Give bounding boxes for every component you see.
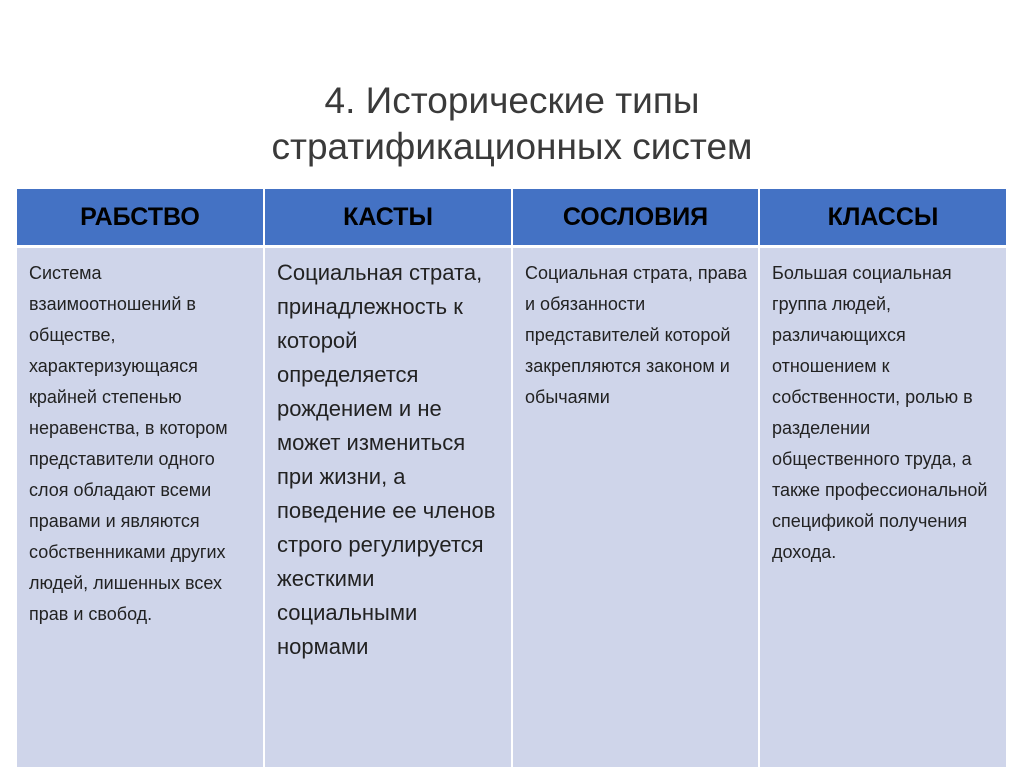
- cell-castes-definition: Социальная страта, принадлежность к которой определяется рождением и не может измениться при жизни, а поведение ее членов строго регулируется жесткими социальными нормами: [264, 247, 512, 767]
- table-row: [17, 247, 1006, 767]
- header-classes: КЛАССЫ: [759, 189, 1006, 247]
- header-slavery: РАБСТВО: [17, 189, 264, 247]
- slide-title-line-1: 4. Исторические типы: [324, 80, 700, 121]
- header-castes: КАСТЫ: [264, 189, 512, 247]
- slide-title-line-2: стратификационных систем: [271, 126, 753, 167]
- cell-classes-definition: Большая социальная группа людей, различающихся отношением к собственности, ролью в разделении общественного труда, а также профессиональной спецификой получения дохода.: [759, 247, 1006, 767]
- cell-slavery-definition: Система взаимоотношений в обществе, характеризующаяся крайней степенью неравенства, в котором представители одного слоя обладают всеми правами и являются собственниками других людей, лишенных всех прав и свобод.: [17, 247, 264, 767]
- header-estates: СОСЛОВИЯ: [512, 189, 759, 247]
- slide-title: [0, 78, 1024, 170]
- stratification-table: [17, 189, 1006, 767]
- table-header-row: [17, 189, 1006, 247]
- cell-estates-definition: Социальная страта, права и обязанности представителей которой закрепляются законом и обычаями: [512, 247, 759, 767]
